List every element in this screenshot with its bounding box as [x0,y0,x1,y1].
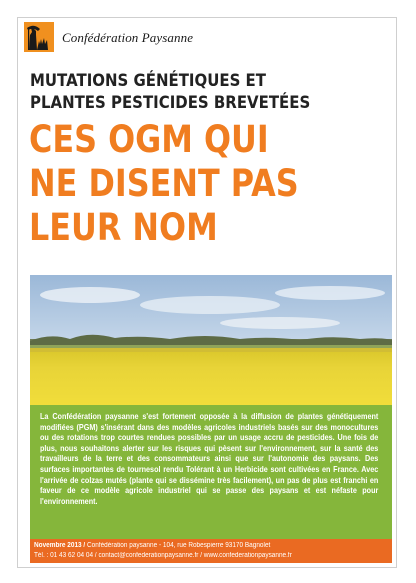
subtitle-line: PLANTES PESTICIDES BREVETÉES [30,93,311,113]
farmer-silhouette-icon [24,22,54,52]
headline-line: LEUR NOM [29,206,218,249]
footer-address-line [34,542,270,549]
document-headline [29,118,356,250]
footer-address: Confédération paysanne - 104, rue Robespierre 93170 Bagnolet [87,542,271,549]
document-subtitle [30,70,347,114]
footer-contact: Tél. : 01 43 62 04 04 / contact@confederationpaysanne.fr / www.confederationpaysanne.fr [34,552,292,559]
footer-bar [30,539,392,563]
headline-line: CES OGM QUI [29,118,269,161]
footer-date: Novembre 2013 / [34,542,86,549]
document-page [17,17,397,568]
intro-paragraph: La Confédération paysanne s'est fortement opposée à la diffusion de plantes génétiquement modifiées (PGM) s'insérant dans des modèles agricoles industriels basés sur des monocultures ou des rotations trop courtes rendues possibles par un usage accru de pesticides. Une fois de plus, nous souhaitons alerter sur les risques qui pèsent sur l'environnement, sur la santé des travailleurs de la terre et des consommateurs ainsi que sur l'autonomie des paysans. Des surfaces importantes de tournesol rendu Tolérant à un Herbicide sont cultivées en France. Avec l'arrivée de colzas mutés (plante qui se dissémine très facilement), un pas de plus est franchi en faveur de ce modèle agricole industriel qui se passe des paysans et est néfaste pour l'environnement. [40,411,379,506]
rapeseed-field-photo [30,275,392,405]
intro-text-box [30,405,392,539]
headline-line: NE DISENT PAS [29,162,299,205]
subtitle-line: MUTATIONS GÉNÉTIQUES ET [30,71,266,91]
brand-name: Confédération Paysanne [62,30,194,45]
